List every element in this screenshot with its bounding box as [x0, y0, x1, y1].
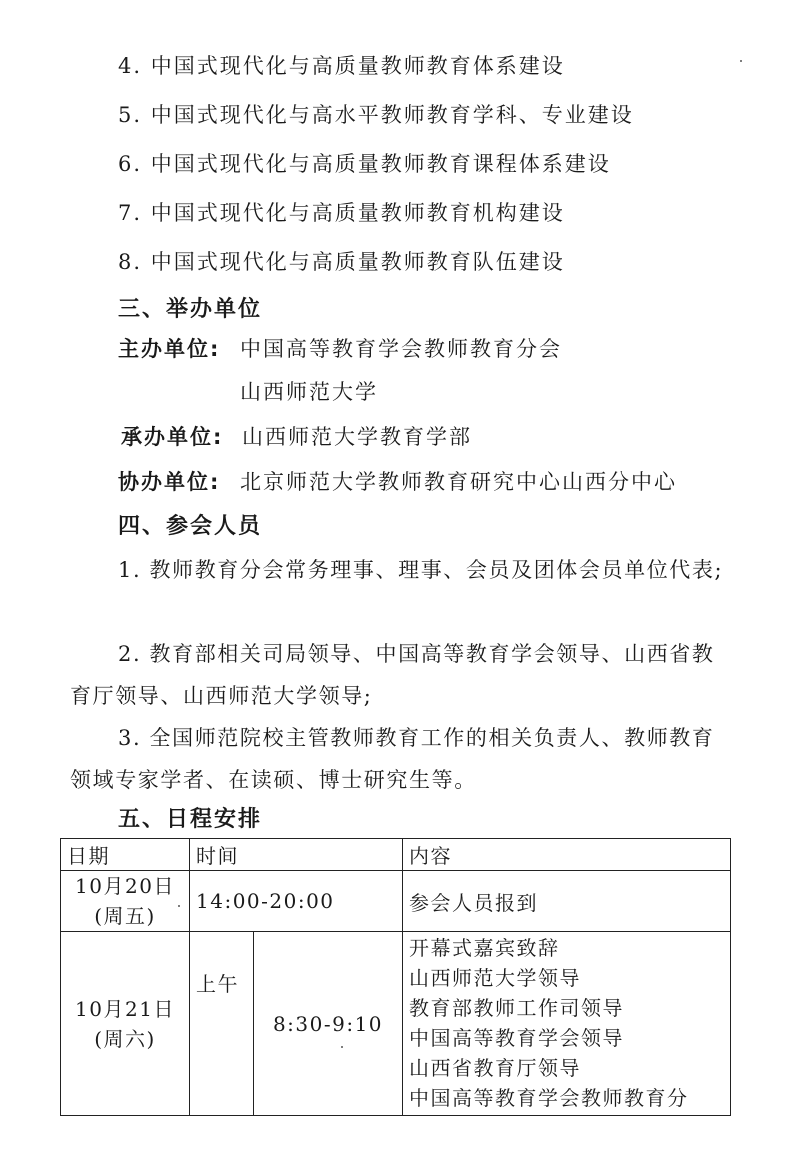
- header-content: 内容: [403, 839, 731, 871]
- co-organizer-name: 北京师范大学教师教育研究中心山西分中心: [240, 470, 677, 494]
- schedule-time: 8:30-9:10: [254, 932, 403, 1116]
- attendee-item-1: 1. 教师教育分会常务理事、理事、会员及团体会员单位代表;: [118, 558, 724, 582]
- organizer-label: 承办单位:: [121, 425, 224, 449]
- schedule-period: 上午: [190, 932, 254, 1116]
- schedule-date: 10月21日: [75, 996, 175, 1021]
- section-heading-organizers: 三、举办单位: [118, 297, 263, 322]
- scan-speck: [341, 1046, 343, 1048]
- topic-item-7: 7. 中国式现代化与高质量教师教育机构建设: [118, 201, 565, 225]
- attendee-item-3: 3. 全国师范院校主管教师教育工作的相关负责人、教师教育领域专家学者、在读硕、博士研究生等。: [70, 726, 715, 792]
- section-heading-schedule: 五、日程安排: [118, 807, 263, 832]
- schedule-row: [61, 932, 731, 1116]
- host-name-2: 山西师范大学: [240, 380, 378, 404]
- topic-item-5: 5. 中国式现代化与高水平教师教育学科、专业建设: [118, 103, 634, 127]
- schedule-content: 参会人员报到: [403, 871, 731, 932]
- schedule-table: [60, 838, 731, 1116]
- schedule-date-cell: [61, 871, 190, 932]
- schedule-date: 10月20日: [75, 874, 175, 898]
- schedule-content-line: 开幕式嘉宾致辞: [409, 936, 560, 960]
- co-organizer-label: 协办单位:: [118, 470, 221, 494]
- schedule-content-line: 山西师范大学领导: [409, 966, 581, 990]
- topic-item-8: 8. 中国式现代化与高质量教师教育队伍建设: [118, 250, 565, 274]
- attendee-item-2: 2. 教育部相关司局领导、中国高等教育学会领导、山西省教育厅领导、山西师范大学领导;: [70, 642, 715, 708]
- schedule-header-row: [61, 839, 731, 871]
- topic-item-4: 4. 中国式现代化与高质量教师教育体系建设: [118, 54, 565, 78]
- host-name-1: 中国高等教育学会教师教育分会: [240, 337, 562, 361]
- schedule-content: [403, 932, 731, 1116]
- schedule-row: [61, 871, 731, 932]
- schedule-time: 14:00-20:00: [190, 871, 403, 932]
- scan-speck: [740, 60, 742, 62]
- organizer-name: 山西师范大学教育学部: [242, 425, 472, 449]
- schedule-weekday: (周五): [94, 904, 156, 928]
- section-heading-attendees: 四、参会人员: [118, 514, 263, 539]
- topic-item-6: 6. 中国式现代化与高质量教师教育课程体系建设: [118, 152, 611, 176]
- schedule-weekday: (周六): [94, 1026, 156, 1051]
- schedule-content-line: 教育部教师工作司领导: [409, 996, 624, 1020]
- scan-speck: [178, 905, 180, 907]
- schedule-date-cell: [61, 932, 190, 1116]
- host-label: 主办单位:: [118, 337, 221, 361]
- schedule-content-line: 中国高等教育学会领导: [409, 1026, 624, 1050]
- header-time: 时间: [190, 839, 403, 871]
- schedule-content-line: 中国高等教育学会教师教育分: [409, 1086, 689, 1110]
- header-date: 日期: [61, 839, 190, 871]
- schedule-content-line: 山西省教育厅领导: [409, 1056, 581, 1080]
